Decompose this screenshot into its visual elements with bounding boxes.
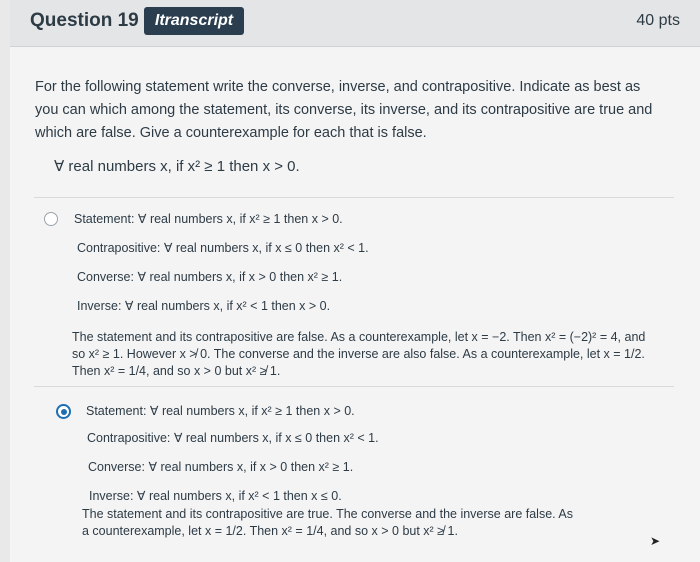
option-2-inverse[interactable]: Inverse: ∀ real numbers x, if x² < 1 then x ≤ 0. bbox=[89, 489, 342, 503]
option-1-explanation[interactable]: The statement and its contrapositive are false. As a counterexample, let x = −2. Then x² = (−2)² = 4, and so x² ≥ 1. However x ≯ 0. The converse and the inverse are also false. As a counterexample, let x = 1/2. Then x² = 1/4, and so x > 0 but x² ≱ 1. bbox=[72, 330, 646, 378]
option-2-statement[interactable]: Statement: ∀ real numbers x, if x² ≥ 1 then x > 0. bbox=[86, 404, 355, 418]
option-1-statement[interactable]: Statement: ∀ real numbers x, if x² ≥ 1 then x > 0. bbox=[74, 212, 343, 226]
option-2-converse[interactable]: Converse: ∀ real numbers x, if x > 0 then x² ≥ 1. bbox=[88, 460, 354, 474]
question-title: Question 19 bbox=[30, 10, 139, 31]
divider bbox=[34, 386, 674, 387]
question-card bbox=[10, 0, 700, 562]
option-1-inverse[interactable]: Inverse: ∀ real numbers x, if x² < 1 then x > 0. bbox=[77, 299, 331, 313]
question-prompt: For the following statement write the converse, inverse, and contrapositive. Indicate as best as you can which among the statement, its converse, its inverse, and its contrapositive are true and which are false. Give a counterexample for each that is false. bbox=[35, 79, 653, 141]
answer-radio-1[interactable] bbox=[44, 212, 58, 226]
question-statement: ∀ real numbers x, if x² ≥ 1 then x > 0. bbox=[54, 158, 300, 175]
answer-radio-2[interactable] bbox=[56, 404, 71, 419]
option-1-contrapositive[interactable]: Contrapositive: ∀ real numbers x, if x ≤ 0 then x² < 1. bbox=[77, 241, 369, 255]
transcript-button[interactable]: Itranscript bbox=[144, 7, 244, 35]
option-2-explanation[interactable]: The statement and its contrapositive are true. The converse and the inverse are false. As a counterexample, let x = 1/2. Then x² = 1/4, and so x > 0 but x² ≱ 1. bbox=[82, 507, 574, 538]
option-2-contrapositive[interactable]: Contrapositive: ∀ real numbers x, if x ≤ 0 then x² < 1. bbox=[87, 431, 379, 445]
points-label: 40 pts bbox=[636, 12, 680, 29]
option-1-converse[interactable]: Converse: ∀ real numbers x, if x > 0 then x² ≥ 1. bbox=[77, 270, 343, 284]
question-header bbox=[10, 0, 700, 47]
mouse-cursor-icon: ➤ bbox=[650, 534, 661, 548]
divider bbox=[34, 197, 674, 198]
